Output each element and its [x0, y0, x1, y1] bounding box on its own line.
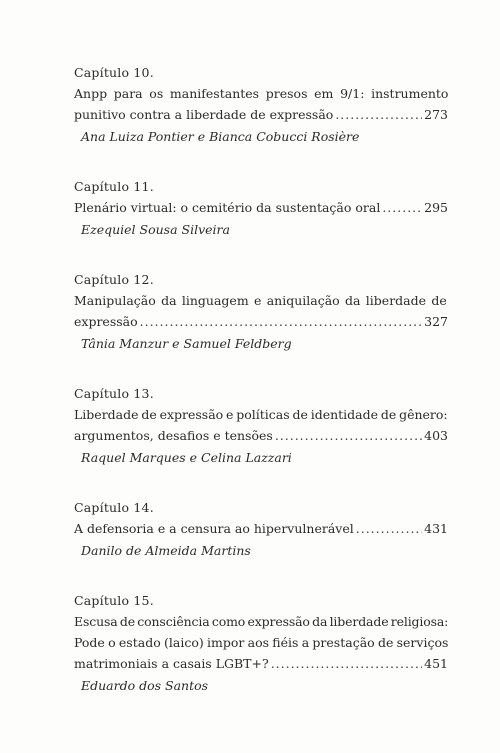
chapter-label: Capítulo 12.: [74, 272, 154, 287]
chapter-title-line: Liberdade de expressão e políticas de identidade de gênero:: [74, 407, 448, 422]
table-of-contents: [74, 62, 448, 725]
page-number: 451: [424, 656, 448, 671]
chapter-title-last-line: [74, 311, 448, 332]
chapter-title-last-line: [74, 653, 448, 674]
chapter-title-line: Anpp para os manifestantes presos em 9/1: instrumento: [74, 86, 448, 101]
dot-leader: [275, 425, 422, 446]
chapter-author: Raquel Marques e Celina Lazzari: [81, 450, 292, 465]
chapter-title-last-line: [74, 518, 448, 539]
chapter-author: Danilo de Almeida Martins: [81, 543, 251, 558]
dot-leader: [382, 197, 422, 218]
chapter-title-text: A defensoria e a censura ao hipervulnerável: [74, 521, 354, 536]
chapter-title-text: expressão: [74, 314, 138, 329]
dot-leader: [271, 653, 422, 674]
page-number: 327: [424, 314, 448, 329]
toc-entry-chapter-13[interactable]: [74, 383, 448, 468]
chapter-title-last-line: [74, 104, 448, 125]
toc-entry-chapter-15[interactable]: [74, 590, 448, 696]
chapter-label: Capítulo 14.: [74, 500, 154, 515]
chapter-author: Tânia Manzur e Samuel Feldberg: [81, 336, 292, 351]
chapter-title-text: argumentos, desafios e tensões: [74, 428, 273, 443]
chapter-title-text: Plenário virtual: o cemitério da sustentação oral: [74, 200, 381, 215]
chapter-label: Capítulo 13.: [74, 386, 154, 401]
dot-leader: [140, 311, 423, 332]
chapter-title-line: Manipulação da linguagem e aniquilação da liberdade de: [74, 293, 447, 308]
chapter-title-text: punitivo contra a liberdade de expressão: [74, 107, 334, 122]
chapter-title-line: Escusa de consciência como expressão da liberdade religiosa:: [74, 614, 448, 629]
page-number: 295: [424, 200, 448, 215]
chapter-title-text: matrimoniais a casais LGBT+?: [74, 656, 269, 671]
chapter-author: Eduardo dos Santos: [81, 678, 209, 693]
dot-leader: [356, 518, 422, 539]
dot-leader: [335, 104, 422, 125]
chapter-title-last-line: [74, 197, 448, 218]
chapter-title-line: Pode o estado (laico) impor aos fiéis a prestação de serviços: [74, 635, 448, 650]
chapter-label: Capítulo 15.: [74, 593, 154, 608]
toc-entry-chapter-10[interactable]: [74, 62, 448, 147]
toc-entry-chapter-11[interactable]: [74, 176, 448, 240]
chapter-label: Capítulo 10.: [74, 65, 154, 80]
page-number: 273: [424, 107, 448, 122]
toc-entry-chapter-14[interactable]: [74, 497, 448, 561]
chapter-label: Capítulo 11.: [74, 179, 154, 194]
toc-entry-chapter-12[interactable]: [74, 269, 448, 354]
chapter-title-last-line: [74, 425, 448, 446]
page-number: 431: [424, 521, 448, 536]
page-number: 403: [424, 428, 448, 443]
chapter-author: Ana Luiza Pontier e Bianca Cobucci Rosière: [81, 129, 360, 144]
chapter-author: Ezequiel Sousa Silveira: [81, 222, 230, 237]
